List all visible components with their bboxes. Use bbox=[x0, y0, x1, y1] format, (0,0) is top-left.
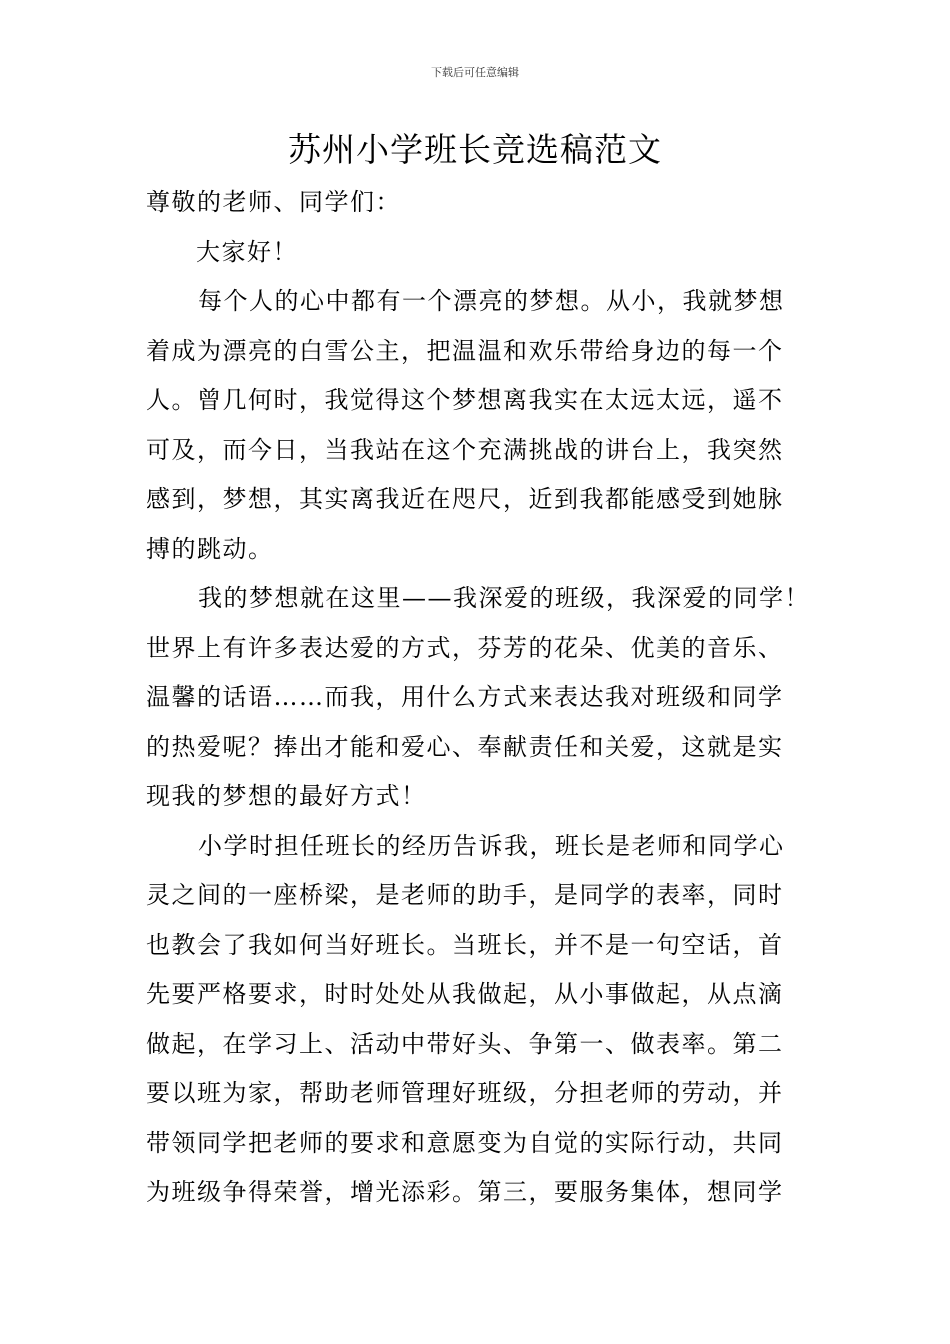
paragraph-line: 的热爱呢？捧出才能和爱心、奉献责任和关爱，这就是实 bbox=[146, 732, 784, 761]
paragraph-line: 也教会了我如何当好班长。当班长，并不是一句空话，首 bbox=[146, 930, 784, 959]
paragraph-line: 着成为漂亮的白雪公主，把温温和欢乐带给身边的每一个 bbox=[146, 336, 784, 365]
paragraph-line: 搏的跳动。 bbox=[146, 534, 274, 563]
paragraph-line: 每个人的心中都有一个漂亮的梦想。从小，我就梦想 bbox=[198, 287, 785, 315]
paragraph-line: 要以班为家，帮助老师管理好班级，分担老师的劳动，并 bbox=[146, 1079, 784, 1107]
document-title: 苏州小学班长竞选稿范文 bbox=[288, 130, 662, 169]
header-note: 下载后可任意编辑 bbox=[431, 66, 519, 79]
paragraph-line: 温馨的话语……而我，用什么方式来表达我对班级和同学 bbox=[146, 683, 784, 711]
paragraph-line: 为班级争得荣誉，增光添彩。第三，要服务集体，想同学 bbox=[146, 1178, 784, 1206]
paragraph-line: 先要严格要求，时时处处从我做起，从小事做起，从点滴 bbox=[146, 980, 784, 1008]
paragraph-line: 带领同学把老师的要求和意愿变为自觉的实际行动，共同 bbox=[146, 1128, 784, 1157]
paragraph-line: 灵之间的一座桥梁，是老师的助手，是同学的表率，同时 bbox=[146, 881, 784, 909]
greeting: 大家好！ bbox=[196, 237, 298, 266]
paragraph-line: 可及，而今日，当我站在这个充满挑战的讲台上，我突然 bbox=[146, 435, 784, 464]
paragraph-line: 做起，在学习上、活动中带好头、争第一、做表率。第二 bbox=[146, 1029, 784, 1058]
paragraph-line: 我的梦想就在这里——我深爱的班级，我深爱的同学！ bbox=[198, 584, 810, 612]
paragraph-2 bbox=[146, 574, 836, 822]
paragraph-line: 现我的梦想的最好方式！ bbox=[146, 782, 427, 810]
document-body bbox=[146, 178, 836, 1218]
paragraph-1 bbox=[146, 277, 836, 574]
paragraph-3 bbox=[146, 822, 836, 1218]
salutation: 尊敬的老师、同学们： bbox=[146, 188, 401, 216]
paragraph-line: 感到，梦想，其实离我近在咫尺，近到我都能感受到她脉 bbox=[146, 485, 784, 513]
paragraph-line: 小学时担任班长的经历告诉我，班长是老师和同学心 bbox=[198, 831, 785, 860]
paragraph-line: 人。曾几何时，我觉得这个梦想离我实在太远太远，遥不 bbox=[146, 386, 784, 414]
paragraph-line: 世界上有许多表达爱的方式，芬芳的花朵、优美的音乐、 bbox=[146, 633, 784, 662]
